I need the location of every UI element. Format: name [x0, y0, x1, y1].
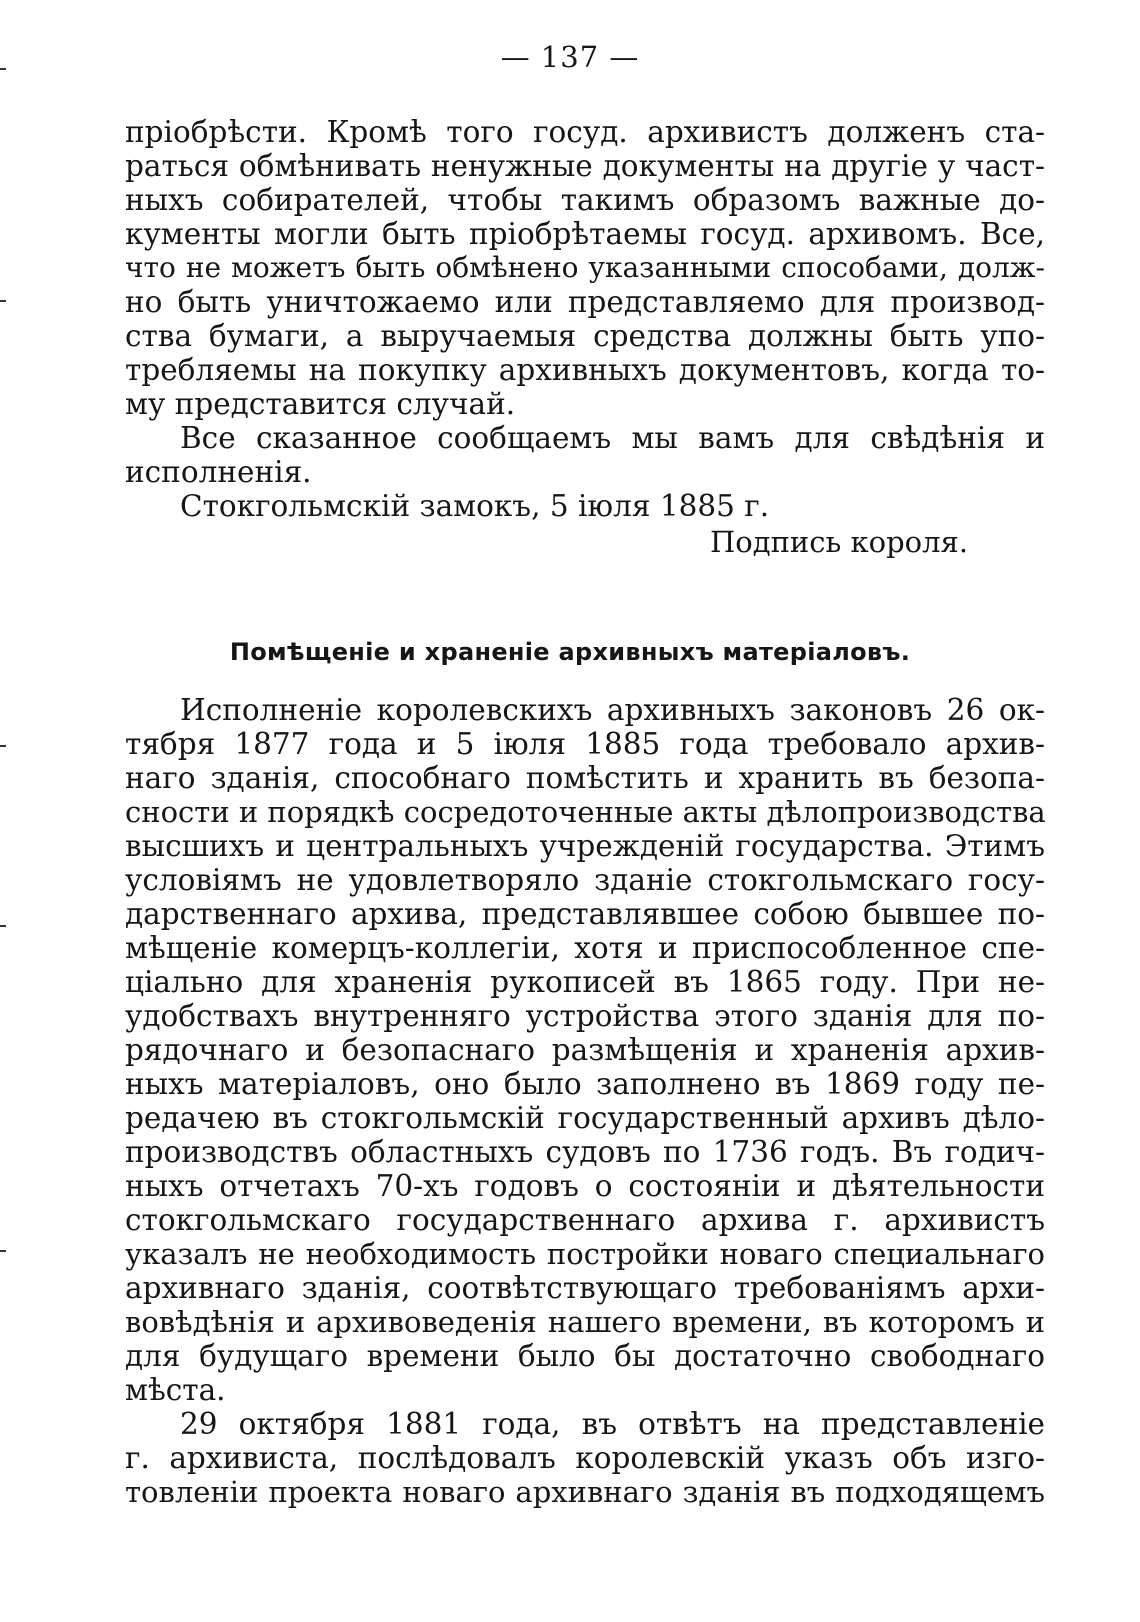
text-line: ныхъ отчетахъ 70-хъ годовъ о состояніи и дѣятельности — [125, 1169, 1045, 1203]
margin-mark — [0, 925, 6, 927]
section-heading: Помѣщеніе и храненіе архивныхъ матеріаловъ. — [229, 638, 911, 666]
text-line: тября 1877 года и 5 іюля 1885 года требовало архив- — [125, 727, 1045, 761]
text-line: что не можетъ быть обмѣнено указанными способами, долж- — [125, 251, 1045, 284]
text-line: товленіи проекта новаго архивнаго зданія въ подходящемъ — [125, 1475, 1045, 1509]
text-line: 29 октября 1881 года, въ отвѣтъ на представленіе — [180, 1407, 1045, 1441]
margin-mark — [0, 745, 6, 747]
text-line: Все сказанное сообщаемъ мы вамъ для свѣдѣнія и — [180, 421, 1045, 455]
text-line: удобствахъ внутренняго устройства этого зданія для по- — [125, 999, 1045, 1033]
text-line: му представится случай. — [125, 387, 516, 421]
text-line: мѣста. — [125, 1373, 226, 1407]
text-line: требляемы на покупку архивныхъ документовъ, когда то- — [125, 353, 1045, 387]
text-line: сности и порядкѣ сосредоточенные акты дѣлопроизводства — [125, 795, 1046, 829]
text-line: дарственнаго архива, представлявшее собою бывшее по- — [125, 897, 1045, 931]
signature-line: Подпись короля. — [710, 525, 969, 559]
text-line: ства бумаги, а выручаемыя средства должны быть упо- — [125, 319, 1045, 353]
text-line: условіямъ не удовлетворяло зданіе стокгольмскаго госу- — [125, 863, 1045, 897]
margin-mark — [0, 1250, 6, 1252]
text-line: г. архивиста, послѣдовалъ королевскій указъ объ изго- — [125, 1441, 1045, 1475]
text-line: указалъ не необходимость постройки новаго специальнаго — [125, 1237, 1045, 1271]
text-line: архивнаго зданія, соотвѣтствующаго требованіямъ архи- — [125, 1271, 1045, 1305]
text-line: стокгольмскаго государственнаго архива г. архивистъ — [125, 1203, 1045, 1237]
text-line: мѣщеніе комерцъ-коллегіи, хотя и приспособленное спе- — [125, 931, 1045, 965]
text-line: кументы могли быть пріобрѣтаемы госуд. архивомъ. Все, — [125, 217, 1045, 251]
text-line: раться обмѣнивать ненужные документы на другіе у част- — [125, 149, 1045, 183]
text-line: пріобрѣсти. Кромѣ того госуд. архивистъ долженъ ста- — [125, 115, 1045, 149]
text-line: редачею въ стокгольмскій государственный архивъ дѣло- — [125, 1101, 1045, 1135]
text-line: производствъ областныхъ судовъ по 1736 годъ. Въ годич- — [125, 1135, 1045, 1169]
text-line: наго зданія, способнаго помѣстить и хранить въ безопа- — [125, 761, 1045, 795]
text-line: ныхъ собирателей, чтобы такимъ образомъ важные до- — [125, 183, 1045, 217]
margin-mark — [0, 300, 6, 302]
text-line: вовѣдѣнія и архивоведенія нашего времени, въ которомъ и — [125, 1305, 1045, 1339]
text-line: ціально для храненія рукописей въ 1865 году. При не- — [125, 965, 1045, 999]
text-line: исполненія. — [125, 455, 312, 489]
text-line: но быть уничтожаемо или представляемо для производ- — [125, 285, 1045, 319]
text-line: Исполненіе королевскихъ архивныхъ законовъ 26 ок- — [180, 693, 1045, 727]
text-line: рядочнаго и безопаснаго размѣщенія и храненія архив- — [125, 1033, 1045, 1067]
place-date-line: Стокгольмскій замокъ, 5 іюля 1885 г. — [180, 489, 770, 523]
margin-mark — [0, 68, 6, 70]
text-line: для будущаго времени было бы достаточно свободнаго — [125, 1339, 1045, 1373]
text-line: ныхъ матеріаловъ, оно было заполнено въ 1869 году пе- — [125, 1067, 1045, 1101]
text-line: высшихъ и центральныхъ учрежденій государства. Этимъ — [125, 829, 1045, 863]
page-number: — 137 — — [500, 40, 640, 74]
